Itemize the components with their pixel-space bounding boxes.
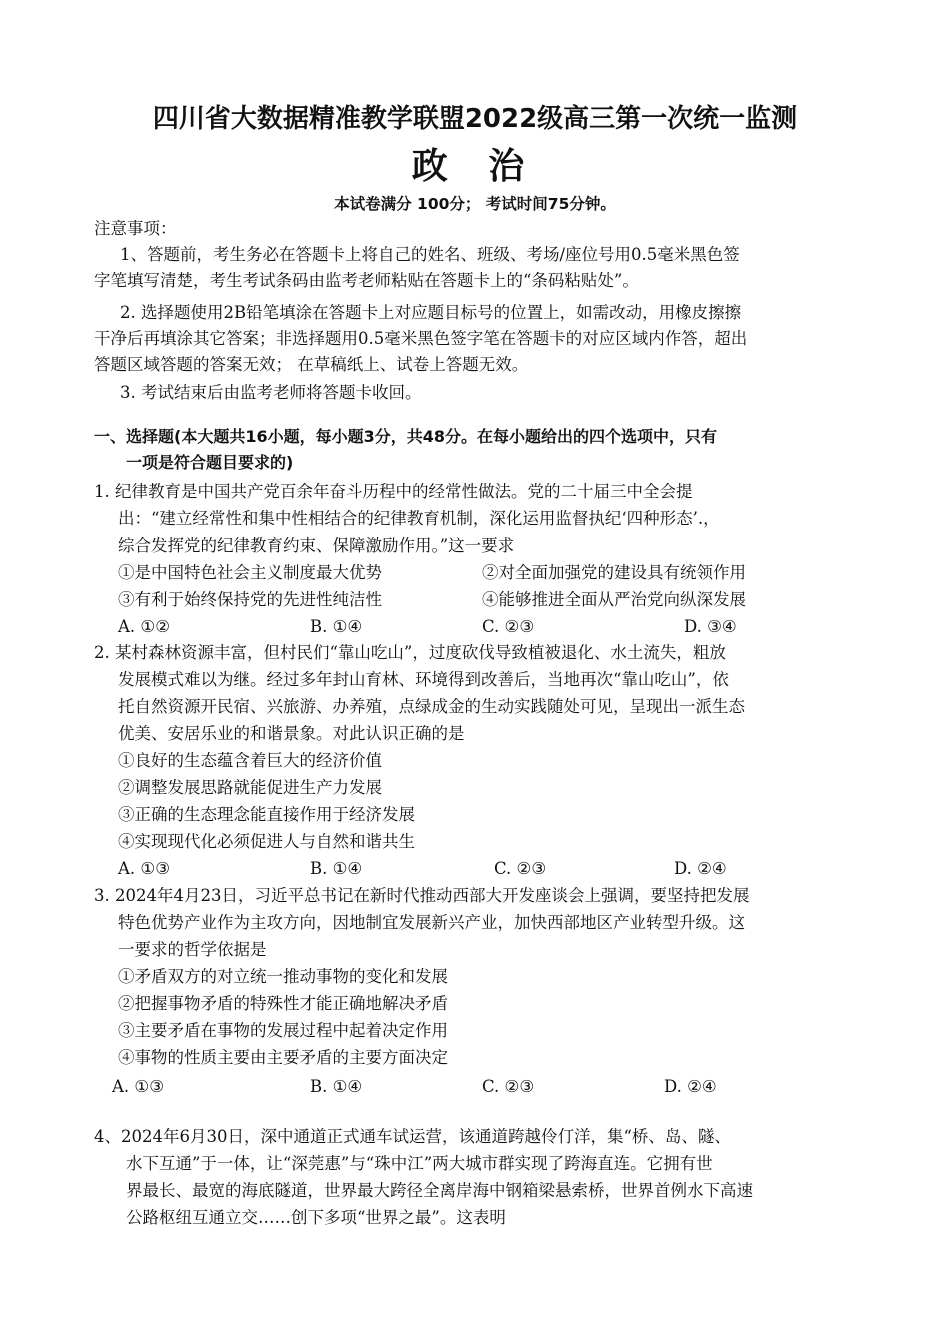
- q2-stem: 优美、安居乐业的和谐景象。对此认识正确的是: [118, 724, 465, 743]
- q2-stem: 托自然资源开民宿、兴旅游、办养殖，点绿成金的生动实践随处可见，呈现出一派生态: [118, 697, 745, 716]
- q3-option-a[interactable]: A. ①③: [112, 1077, 164, 1096]
- q4-stem: 界最长、最宽的海底隧道，世界最大跨径全离岸海中钢箱梁悬索桥，世界首例水下高速: [126, 1181, 753, 1200]
- subject-title: 政 治: [411, 146, 539, 187]
- q2-item: ①良好的生态蕴含着巨大的经济价值: [118, 751, 382, 770]
- notice-line: 1、答题前，考生务必在答题卡上将自己的姓名、班级、考场/座位号用0.5毫米黑色签: [120, 245, 740, 264]
- q1-item: ④能够推进全面从严治党向纵深发展: [482, 590, 746, 609]
- q3-item: ①矛盾双方的对立统一推动事物的变化和发展: [118, 967, 448, 986]
- notice-line: 干净后再填涂其它答案；非选择题用0.5毫米黑色签字笔在答题卡的对应区域内作答，超出: [94, 329, 748, 348]
- exam-meta: 本试卷满分 100分； 考试时间75分钟。: [334, 195, 616, 213]
- q3-item: ④事物的性质主要由主要矛盾的主要方面决定: [118, 1048, 448, 1067]
- q3-item: ②把握事物矛盾的特殊性才能正确地解决矛盾: [118, 994, 448, 1013]
- q1-stem: 出：“建立经常性和集中性相结合的纪律教育机制，深化运用监督执纪‘四种形态’.，: [118, 509, 720, 528]
- section-heading: 一、选择题(本大题共16小题，每小题3分，共48分。在每小题给出的四个选项中，只有: [94, 427, 717, 446]
- q3-option-c[interactable]: C. ②③: [482, 1077, 535, 1096]
- q4-stem: 4、2024年6月30日，深中通道正式通车试运营，该通道跨越伶仃洋，集“桥、岛、隧、: [94, 1127, 731, 1146]
- q4-stem: 公路枢纽互通立交……创下多项“世界之最”。这表明: [126, 1208, 506, 1227]
- notice-line: 字笔填写清楚，考生考试条码由监考老师粘贴在答题卡上的“条码粘贴处”。: [94, 271, 639, 290]
- q1-item: ①是中国特色社会主义制度最大优势: [118, 563, 382, 582]
- q2-stem: 2. 某村森林资源丰富，但村民们“靠山吃山”，过度砍伐导致植被退化、水土流失，粗放: [94, 643, 726, 662]
- q1-stem: 1. 纪律教育是中国共产党百余年奋斗历程中的经常性做法。党的二十届三中全会提: [94, 482, 693, 501]
- q2-stem: 发展模式难以为继。经过多年封山育林、环境得到改善后，当地再次“靠山吃山”，依: [118, 670, 729, 689]
- q2-item: ④实现现代化必须促进人与自然和谐共生: [118, 832, 415, 851]
- q3-option-d[interactable]: D. ②④: [664, 1077, 717, 1096]
- q1-item: ②对全面加强党的建设具有统领作用: [482, 563, 746, 582]
- notice-line: 3. 考试结束后由监考老师将答题卡收回。: [120, 383, 422, 402]
- q1-option-c[interactable]: C. ②③: [482, 617, 535, 636]
- notice-line: 答题区域答题的答案无效； 在草稿纸上、试卷上答题无效。: [94, 355, 529, 374]
- q1-item: ③有利于始终保持党的先进性纯洁性: [118, 590, 382, 609]
- q2-option-d[interactable]: D. ②④: [674, 859, 727, 878]
- notice-line: 2. 选择题使用2B铅笔填涂在答题卡上对应题目标号的位置上，如需改动，用橡皮擦擦: [120, 303, 742, 322]
- q3-stem: 特色优势产业作为主攻方向，因地制宜发展新兴产业，加快西部地区产业转型升级。这: [118, 913, 745, 932]
- q2-option-b[interactable]: B. ①④: [310, 859, 363, 878]
- q3-item: ③主要矛盾在事物的发展过程中起着决定作用: [118, 1021, 448, 1040]
- q3-stem: 一要求的哲学依据是: [118, 940, 267, 959]
- q2-item: ③正确的生态理念能直接作用于经济发展: [118, 805, 415, 824]
- q2-option-c[interactable]: C. ②③: [494, 859, 547, 878]
- q2-option-a[interactable]: A. ①③: [118, 859, 170, 878]
- exam-title: 四川省大数据精准教学联盟2022级高三第一次统一监测: [152, 104, 798, 134]
- q3-stem: 3. 2024年4月23日，习近平总书记在新时代推动西部大开发座谈会上强调，要坚持把发展: [94, 886, 750, 905]
- q1-option-a[interactable]: A. ①②: [118, 617, 170, 636]
- q1-stem: 综合发挥党的纪律教育约束、保障激励作用。”这一要求: [118, 536, 515, 555]
- q4-stem: 水下互通”于一体，让“深莞惠”与“珠中江”两大城市群实现了跨海直连。它拥有世: [126, 1154, 713, 1173]
- q1-option-b[interactable]: B. ①④: [310, 617, 363, 636]
- section-heading-cont: 一项是符合题目要求的): [126, 453, 294, 472]
- q3-option-b[interactable]: B. ①④: [310, 1077, 363, 1096]
- q1-option-d[interactable]: D. ③④: [684, 617, 737, 636]
- q2-item: ②调整发展思路就能促进生产力发展: [118, 778, 382, 797]
- notice-heading: 注意事项：: [94, 219, 177, 238]
